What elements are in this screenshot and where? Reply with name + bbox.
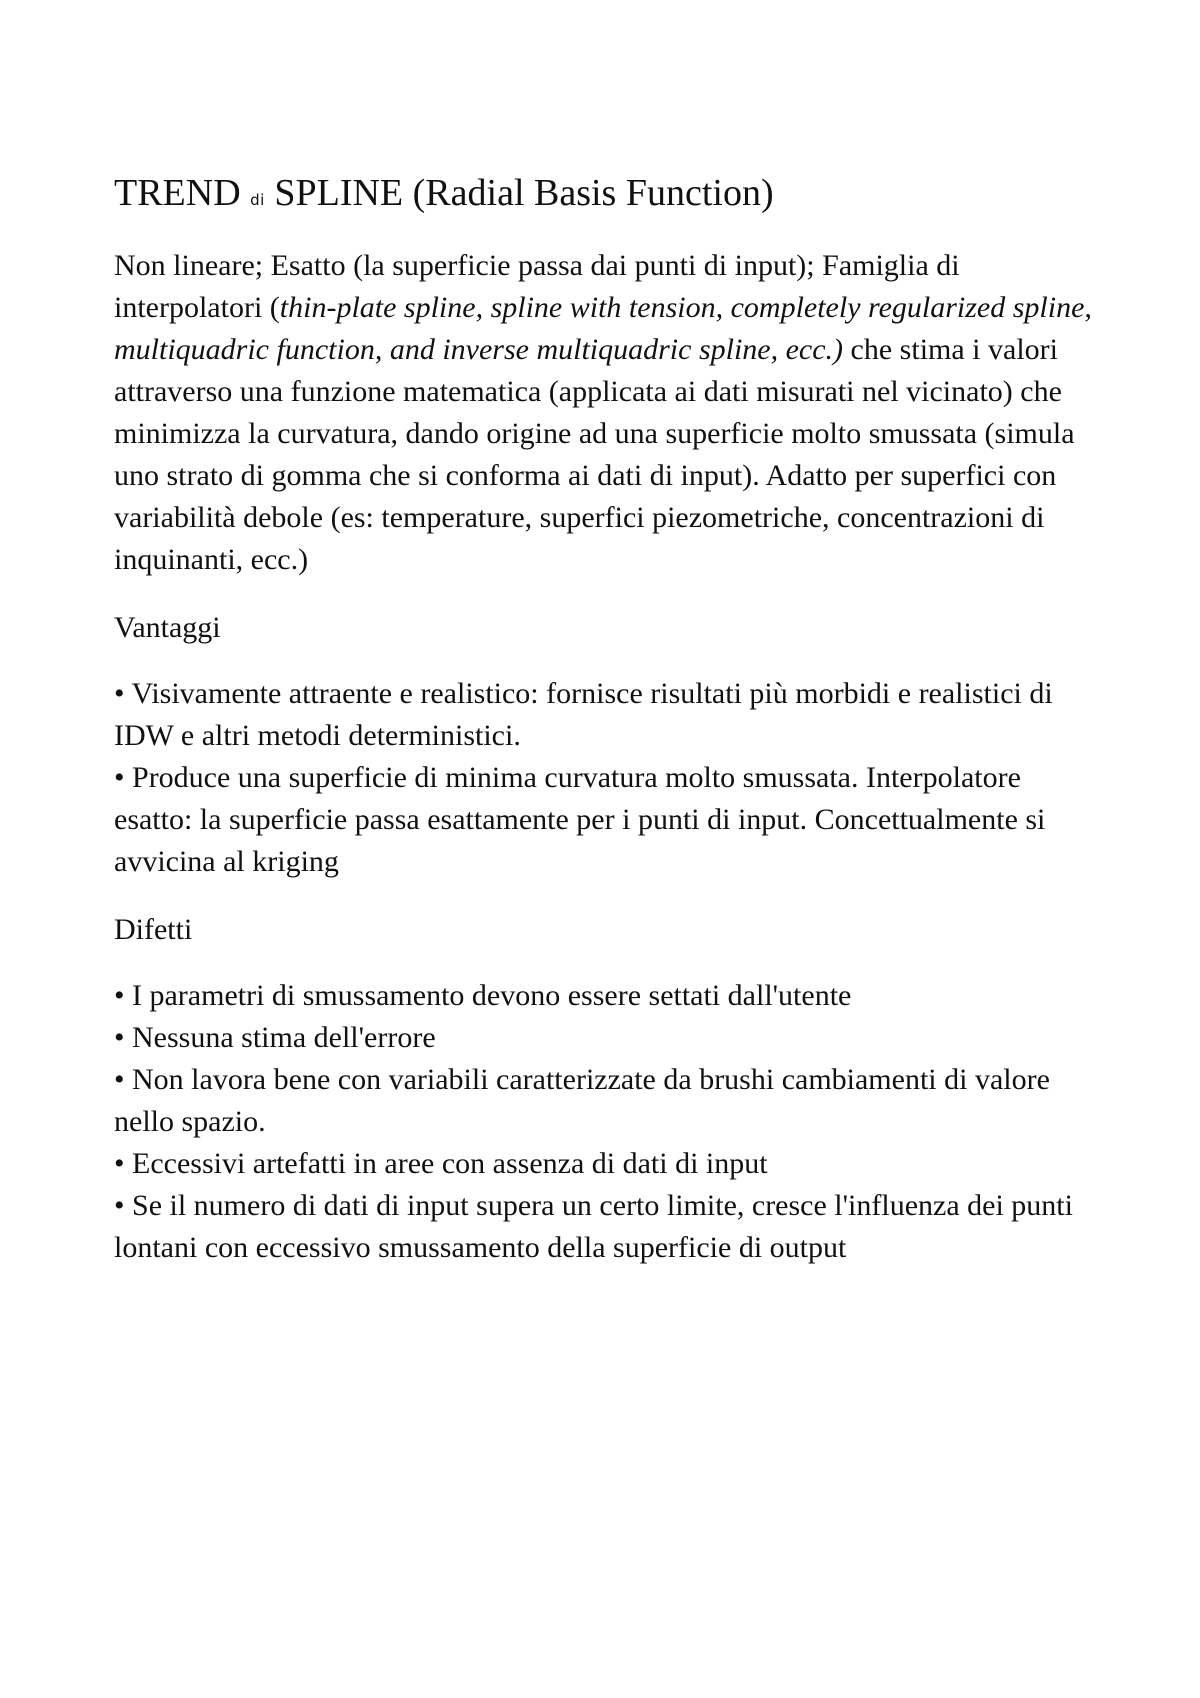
title-part2: SPLINE (Radial Basis Function) — [274, 172, 774, 214]
intro-tail: che stima i valori attraverso una funzione matematica (applicata ai dati misurati nel vicinato) che minimizza la curvatura, dando origine ad una superficie molto smussata (simula uno strato di gomma che si conforma ai dati di input). Adatto per superfici con variabilità debole (es: temperature, superfici piezometriche, concentrazioni di inquinanti, ecc.) — [114, 333, 1075, 576]
vantaggi-item: • Produce una superficie di minima curvatura molto smussata. Interpolatore esatto: la superficie passa esattamente per i punti di input. Concettualmente si avvicina al kriging — [114, 761, 1046, 878]
document-body — [114, 170, 1104, 1269]
vantaggi-item: • Visivamente attraente e realistico: fornisce risultati più morbidi e realistici di IDW e altri metodi deterministici. — [114, 677, 1053, 752]
difetti-item: • Nessuna stima dell'errore — [114, 1021, 436, 1054]
title-small-word: di — [250, 191, 265, 209]
intro-italic: thin-plate spline, spline with tension, completely regularized spline, multiquadric function, and inverse multiquadric spline, ecc.) — [114, 291, 1092, 366]
title-part1: TREND — [114, 172, 241, 214]
difetti-item: • I parametri di smussamento devono essere settati dall'utente — [114, 979, 852, 1012]
intro-paragraph — [114, 245, 1104, 581]
vantaggi-list — [114, 673, 1104, 883]
difetti-item: • Non lavora bene con variabili caratterizzate da brushi cambiamenti di valore nello spazio. — [114, 1063, 1050, 1138]
vantaggi-heading: Vantaggi — [114, 611, 221, 644]
document-title — [114, 170, 1104, 223]
difetti-heading: Difetti — [114, 913, 193, 946]
intro-lead: Non lineare; Esatto (la superficie passa dai punti di input); Famiglia di interpolatori ( — [114, 249, 960, 324]
difetti-item: • Eccessivi artefatti in aree con assenza di dati di input — [114, 1147, 768, 1180]
difetti-list — [114, 975, 1104, 1269]
difetti-item: • Se il numero di dati di input supera un certo limite, cresce l'influenza dei punti lontani con eccessivo smussamento della superficie di output — [114, 1189, 1073, 1264]
